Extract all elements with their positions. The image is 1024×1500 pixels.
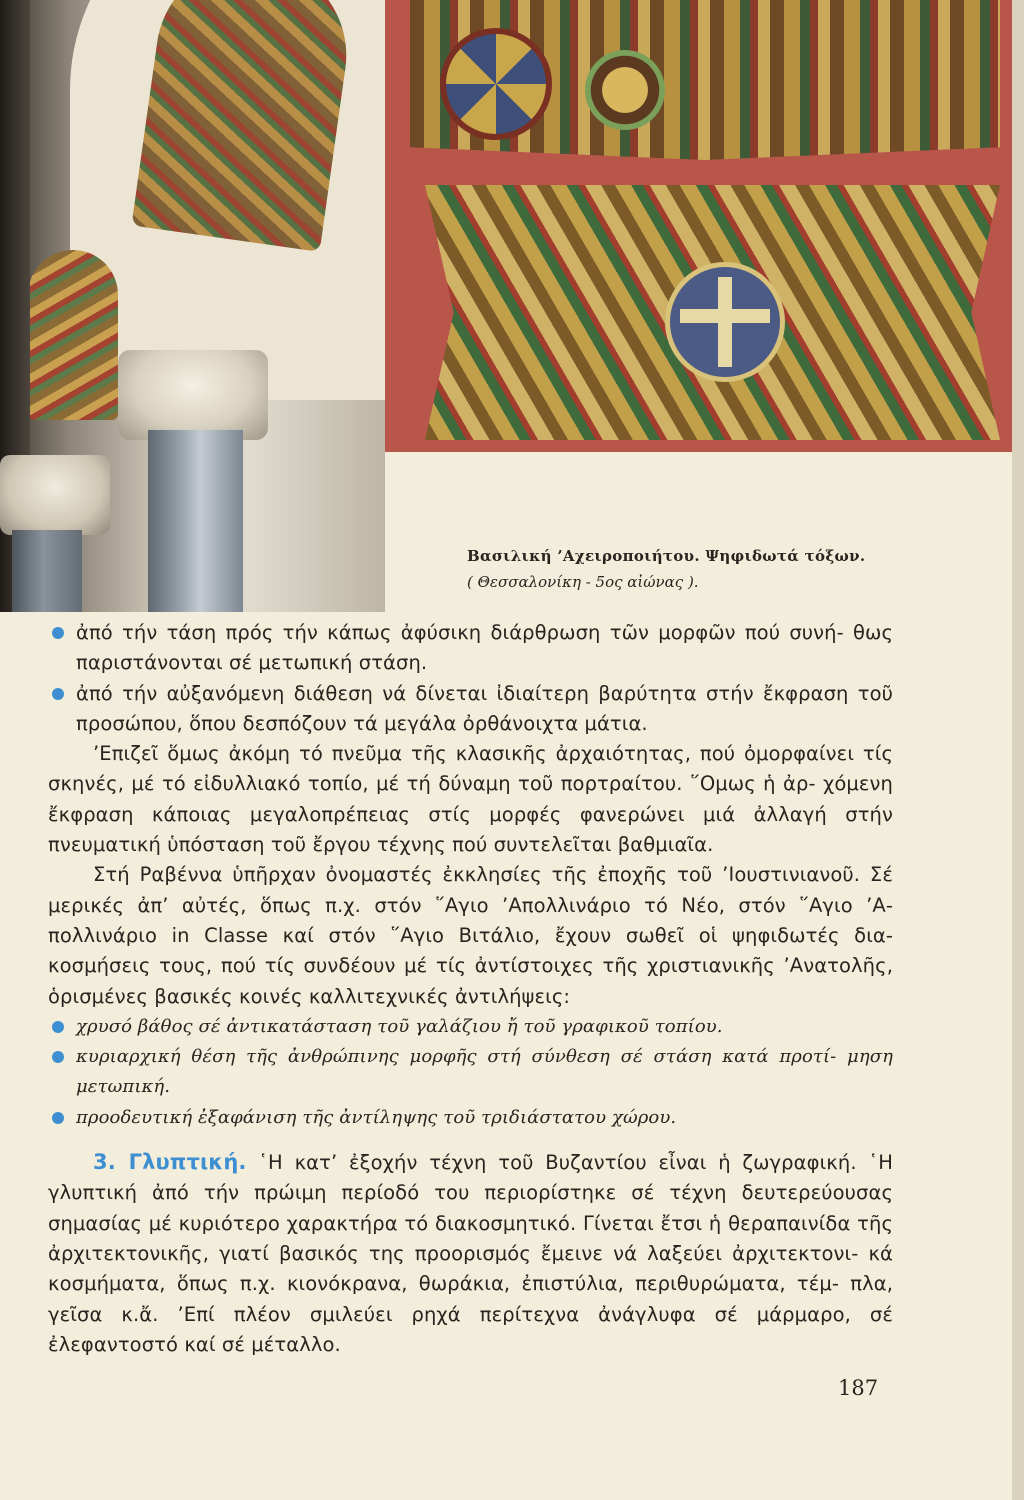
rosette-medallion [440,28,552,140]
section-paragraph [48,1147,893,1360]
arch-mosaic-small [28,250,118,420]
bullet-text: κυριαρχική θέση τῆς ἀνθρώπινης μορφῆς στή σύνθεση σέ στάση κατά προτί- μηση μετωπική. [76,1046,893,1098]
page-number: 187 [838,1376,879,1400]
column-capital-secondary [0,455,110,535]
photo-arch-mosaics [385,0,1012,452]
bullet-dot-icon [52,627,64,639]
bullet-dot-icon [52,1021,64,1033]
bullet-dot-icon [52,1112,64,1124]
paragraph: ’Επιζεῖ ὅμως ἀκόμη τό πνεῦμα τῆς κλασικῆς ἀρχαιότητας, πού ὀμορφαίνει τίς σκηνές, μέ τό εἰδυλλιακό τοπίο, μέ τή δύναμη τοῦ πορτραίτου. ῞Ομως ἡ ἀρ- χόμενη ἔκφραση κάποιας μεγαλοπρέπειας στίς μορφές φανερώνει μιά ἀλλαγή στήν πνευματική ὑπόσταση τοῦ ἔργου τέχνης πού συντελεῖται βαθμιαῖα. [48,742,893,857]
column-capital [118,350,268,440]
section-heading: 3. Γλυπτική. [93,1150,247,1175]
figure-caption [467,547,987,591]
bullet-item [48,679,893,740]
caption-title: Βασιλική ’Αχειροποιήτου. Ψηφιδωτά τόξων. [467,547,866,565]
bullet-dot-icon [52,688,64,700]
cross-medallion [665,262,785,382]
bullet-item-italic [48,1012,893,1042]
bullet-text: ἀπό τήν αὐξανόμενη διάθεση νά δίνεται ἰδιαίτερη βαρύτητα στήν ἔκφραση τοῦ προσώπου, ὅπου δεσπόζουν τά μεγάλα ὀρθάνοιχτα μάτια. [76,681,893,735]
bullet-text: ἀπό τήν τάση πρός τήν κάπως ἀφύσικη διάρθρωση τῶν μορφῶν πού συνή- θως παριστάνονται σέ μετωπική στάση. [76,621,893,675]
marble-column-secondary [12,530,82,612]
wreath-medallion [585,50,665,130]
bullet-item [48,618,893,679]
arch-mosaic [131,0,358,252]
caption-subtitle: ( Θεσσαλονίκη - 5ος αἰώνας ). [467,573,699,591]
bullet-text: προοδευτική ἐξαφάνιση τῆς ἀντίληψης τοῦ τριδιάστατου χώρου. [76,1106,677,1128]
bullet-item-italic [48,1103,893,1133]
bullet-text: χρυσό βάθος σέ ἀντικατάσταση τοῦ γαλάζιου ἤ τοῦ γραφικοῦ τοπίου. [76,1015,723,1037]
paragraph: Στή Ραβέννα ὑπῆρχαν ὀνομαστές ἐκκλησίες τῆς ἐποχῆς τοῦ ’Ιουστινιανοῦ. Σέ μερικές ἀπ’ αὐτές, ὅπως π.χ. στόν ῞Αγιο ’Απολλινάριο τό Νέο, στόν ῞Αγιο ’Α- πολλινάριο in Classe καί στόν ῞Αγιο Βιτάλιο, ἔχουν σωθεῖ οἱ ψηφιδωτές δια- κοσμήσεις τους, πού τίς συνδέουν μέ τίς ἀντίστοιχες τῆς χριστιανικῆς ’Ανατολῆς, ὁρισμένες βασικές κοινές καλλιτεχνικές ἀντιλήψεις: [48,863,893,1008]
body-text [48,618,893,1360]
photo-church-arcade [0,0,385,612]
section-text: ῾Η κατ’ ἐξοχήν τέχνη τοῦ Βυζαντίου εἶναι ἡ ζωγραφική. ῾Η γλυπτική ἀπό τήν πρώιμη περίοδό του περιορίστηκε σέ τέχνη δευτερεύουσας σημασίας μέ κυριότερο χαρακτήρα τό διακοσμητικό. Γίνεται ἔτσι ἡ θεραπαινίδα τῆς ἀρχιτεκτονικῆς, γιατί βασικός της προορισμός ἔμεινε νά λαξεύει ἀρχιτεκτονι- κά κοσμήματα, ὅπως π.χ. κιονόκρανα, θωράκια, ἐπιστύλια, περιθυρώματα, τέμ- πλα, γεῖσα κ.ἄ. ’Επί πλέον σμιλεύει ρηχά περίτεχνα ἀνάγλυφα σέ μάρμαρο, σέ ἐλεφαντοστό καί σέ μέταλλο. [48,1151,893,1356]
page-edge [1012,0,1024,1500]
bullet-item-italic [48,1042,893,1103]
bullet-dot-icon [52,1051,64,1063]
marble-column [148,430,243,612]
